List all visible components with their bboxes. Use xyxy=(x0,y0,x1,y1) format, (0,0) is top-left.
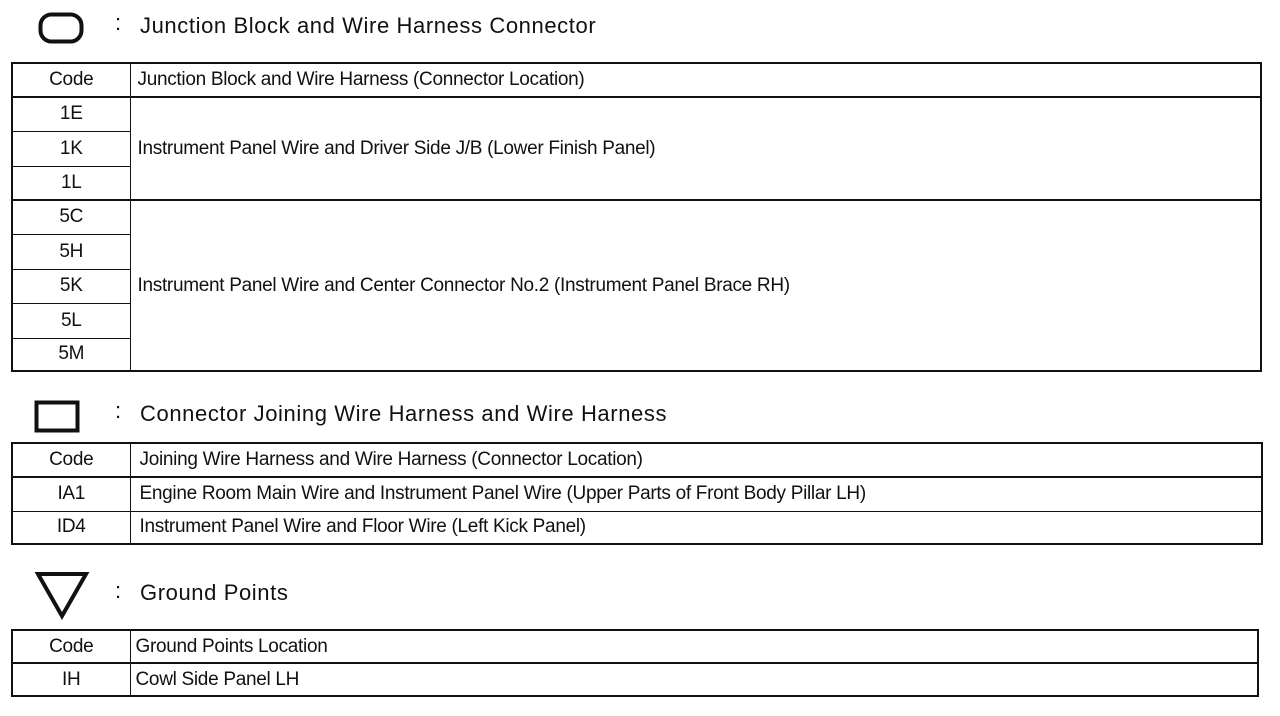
table-row xyxy=(12,200,1261,234)
code-cell: IH xyxy=(12,663,130,696)
junction-block-heading-row xyxy=(0,6,1280,46)
code-cell: 1E xyxy=(12,97,130,131)
code-cell: IA1 xyxy=(12,477,130,511)
connector-joining-table xyxy=(11,442,1263,545)
heading-colon: : xyxy=(115,578,122,603)
connector-joining-heading-row xyxy=(0,394,1280,434)
code-cell: 5K xyxy=(12,269,130,303)
code-column-header: Code xyxy=(12,443,130,477)
table-row xyxy=(12,97,1261,131)
location-cell: Instrument Panel Wire and Driver Side J/B (Lower Finish Panel) xyxy=(130,97,1261,200)
code-column-header: Code xyxy=(12,630,130,663)
table-header-row xyxy=(12,63,1261,97)
ground-points-heading-row xyxy=(0,570,1280,610)
heading-colon: : xyxy=(115,10,122,35)
location-cell: Cowl Side Panel LH xyxy=(130,663,1258,696)
code-cell: 5H xyxy=(12,234,130,269)
table-row xyxy=(12,477,1262,511)
table-row xyxy=(12,663,1258,696)
heading-colon: : xyxy=(115,398,122,423)
location-column-header: Joining Wire Harness and Wire Harness (Connector Location) xyxy=(130,443,1262,477)
junction-block-heading: Junction Block and Wire Harness Connector xyxy=(140,13,597,38)
code-cell: ID4 xyxy=(12,511,130,544)
code-cell: 5M xyxy=(12,338,130,371)
location-cell: Engine Room Main Wire and Instrument Panel Wire (Upper Parts of Front Body Pillar LH) xyxy=(130,477,1262,511)
rounded-rectangle-icon xyxy=(38,12,84,44)
code-cell: 5C xyxy=(12,200,130,234)
ground-points-heading: Ground Points xyxy=(140,580,289,605)
code-column-header: Code xyxy=(12,63,130,97)
location-column-header: Junction Block and Wire Harness (Connector Location) xyxy=(130,63,1261,97)
location-cell: Instrument Panel Wire and Center Connector No.2 (Instrument Panel Brace RH) xyxy=(130,200,1261,371)
location-column-header: Ground Points Location xyxy=(130,630,1258,663)
rectangle-icon xyxy=(34,400,80,434)
table-header-row xyxy=(12,443,1262,477)
ground-points-table xyxy=(11,629,1259,697)
code-cell: 1K xyxy=(12,131,130,166)
table-row xyxy=(12,511,1262,544)
location-cell: Instrument Panel Wire and Floor Wire (Left Kick Panel) xyxy=(130,511,1262,544)
code-cell: 5L xyxy=(12,303,130,338)
junction-block-table xyxy=(11,62,1262,372)
connector-joining-heading: Connector Joining Wire Harness and Wire Harness xyxy=(140,401,668,426)
code-cell: 1L xyxy=(12,166,130,200)
table-header-row xyxy=(12,630,1258,663)
triangle-down-icon xyxy=(34,570,90,620)
